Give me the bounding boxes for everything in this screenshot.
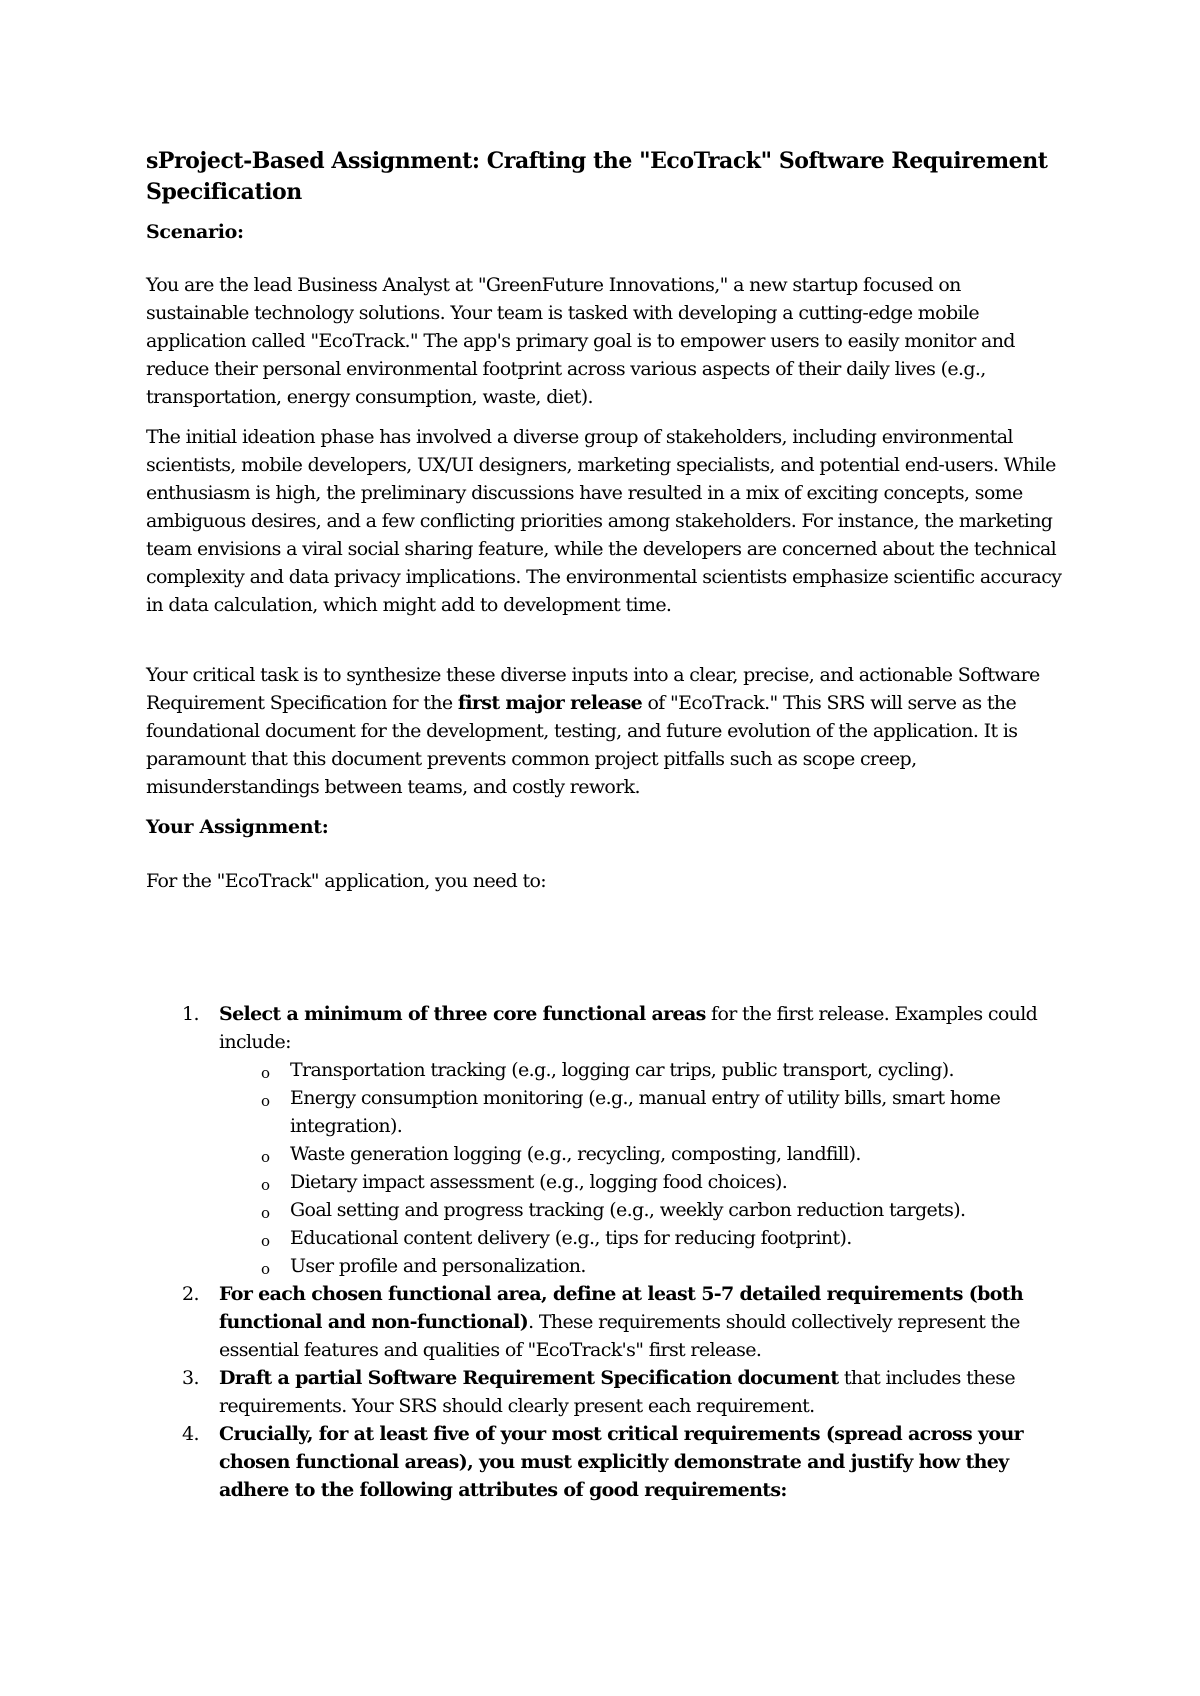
list-item	[218, 1252, 1066, 1280]
first-major-release-emphasis: first major release	[457, 692, 643, 714]
bullet-icon: o	[261, 1204, 270, 1222]
example-text: Waste generation logging (e.g., recycling, composting, landfill).	[290, 1143, 861, 1165]
task-number: 4.	[182, 1423, 199, 1445]
list-item	[218, 1224, 1066, 1252]
scenario-heading: Scenario:	[146, 221, 244, 243]
example-text: Energy consumption monitoring (e.g., manual entry of utility bills, smart home integration).	[290, 1087, 1001, 1137]
assignment-intro: For the "EcoTrack" application, you need to:	[146, 870, 547, 892]
example-text: Dietary impact assessment (e.g., logging food choices).	[290, 1171, 788, 1193]
task-bold-text: Crucially, for at least five of your most critical requirements (spread across your chosen functional areas), you must explicitly demonstrate and justify how they adhere to the following attributes of good requirements:	[219, 1423, 1023, 1501]
task-item	[146, 1000, 1066, 1280]
task-item	[146, 1280, 1066, 1364]
task-number: 1.	[182, 1003, 199, 1025]
bullet-icon: o	[261, 1176, 270, 1194]
paragraph-3-text-a: Your critical task is to synthesize these diverse inputs into a clear, precise, and actionable Software Requirement Specification for the	[146, 664, 1040, 714]
scenario-paragraph-3	[146, 661, 1066, 801]
functional-area-examples	[219, 1056, 1066, 1280]
task-item	[146, 1364, 1066, 1420]
example-text: User profile and personalization.	[290, 1255, 586, 1277]
document-title: sProject-Based Assignment: Crafting the "EcoTrack" Software Requirement Specification	[146, 148, 1048, 205]
paragraph-3-text-b: of "EcoTrack." This SRS will serve as the foundational document for the development, testing, and future evolution of the application. It is paramount that this document prevents common project pitfalls such as scope creep, misunderstandings between teams, and costly rework.	[146, 692, 1018, 798]
list-item	[218, 1196, 1066, 1224]
bullet-icon: o	[261, 1232, 270, 1250]
scenario-paragraph-2: The initial ideation phase has involved a diverse group of stakeholders, including environmental scientists, mobile developers, UX/UI designers, marketing specialists, and potential end-users. While enthusiasm is high, the preliminary discussions have resulted in a mix of exciting concepts, some ambiguous desires, and a few conflicting priorities among stakeholders. For instance, the marketing team envisions a viral social sharing feature, while the developers are concerned about the technical complexity and data privacy implications. The environmental scientists emphasize scientific accuracy in data calculation, which might add to development time.	[146, 426, 1062, 616]
list-item	[218, 1056, 1066, 1084]
list-item	[218, 1140, 1066, 1168]
task-bold-text: Draft a partial Software Requirement Specification document	[219, 1367, 839, 1389]
task-number: 3.	[182, 1367, 199, 1389]
list-item	[218, 1168, 1066, 1196]
task-bold-text: Select a minimum of three core functional areas	[219, 1003, 706, 1025]
example-text: Goal setting and progress tracking (e.g., weekly carbon reduction targets).	[290, 1199, 966, 1221]
task-text: for the first release. Examples could include:	[219, 1003, 1038, 1053]
list-item	[218, 1084, 1066, 1140]
example-text: Educational content delivery (e.g., tips for reducing footprint).	[290, 1227, 852, 1249]
scenario-paragraph-1: You are the lead Business Analyst at "GreenFuture Innovations," a new startup focused on sustainable technology solutions. Your team is tasked with developing a cutting-edge mobile application called "EcoTrack." The app's primary goal is to empower users to easily monitor and reduce their personal environmental footprint across various aspects of their daily lives (e.g., transportation, energy consumption, waste, diet).	[146, 274, 1015, 408]
assignment-task-list	[146, 1000, 1066, 1504]
task-text: . These requirements should collectively represent the essential features and qualities of "EcoTrack's" first release.	[219, 1311, 1020, 1361]
bullet-icon: o	[261, 1260, 270, 1278]
bullet-icon: o	[261, 1064, 270, 1082]
task-number: 2.	[182, 1283, 199, 1305]
bullet-icon: o	[261, 1092, 270, 1110]
task-bold-text: For each chosen functional area, define at least 5-7 detailed requirements (both functional and non-functional)	[219, 1283, 1024, 1333]
task-item	[146, 1420, 1066, 1504]
bullet-icon: o	[261, 1148, 270, 1166]
example-text: Transportation tracking (e.g., logging car trips, public transport, cycling).	[290, 1059, 954, 1081]
assignment-heading: Your Assignment:	[146, 816, 329, 838]
task-text: that includes these requirements. Your SRS should clearly present each requirement.	[219, 1367, 1015, 1417]
